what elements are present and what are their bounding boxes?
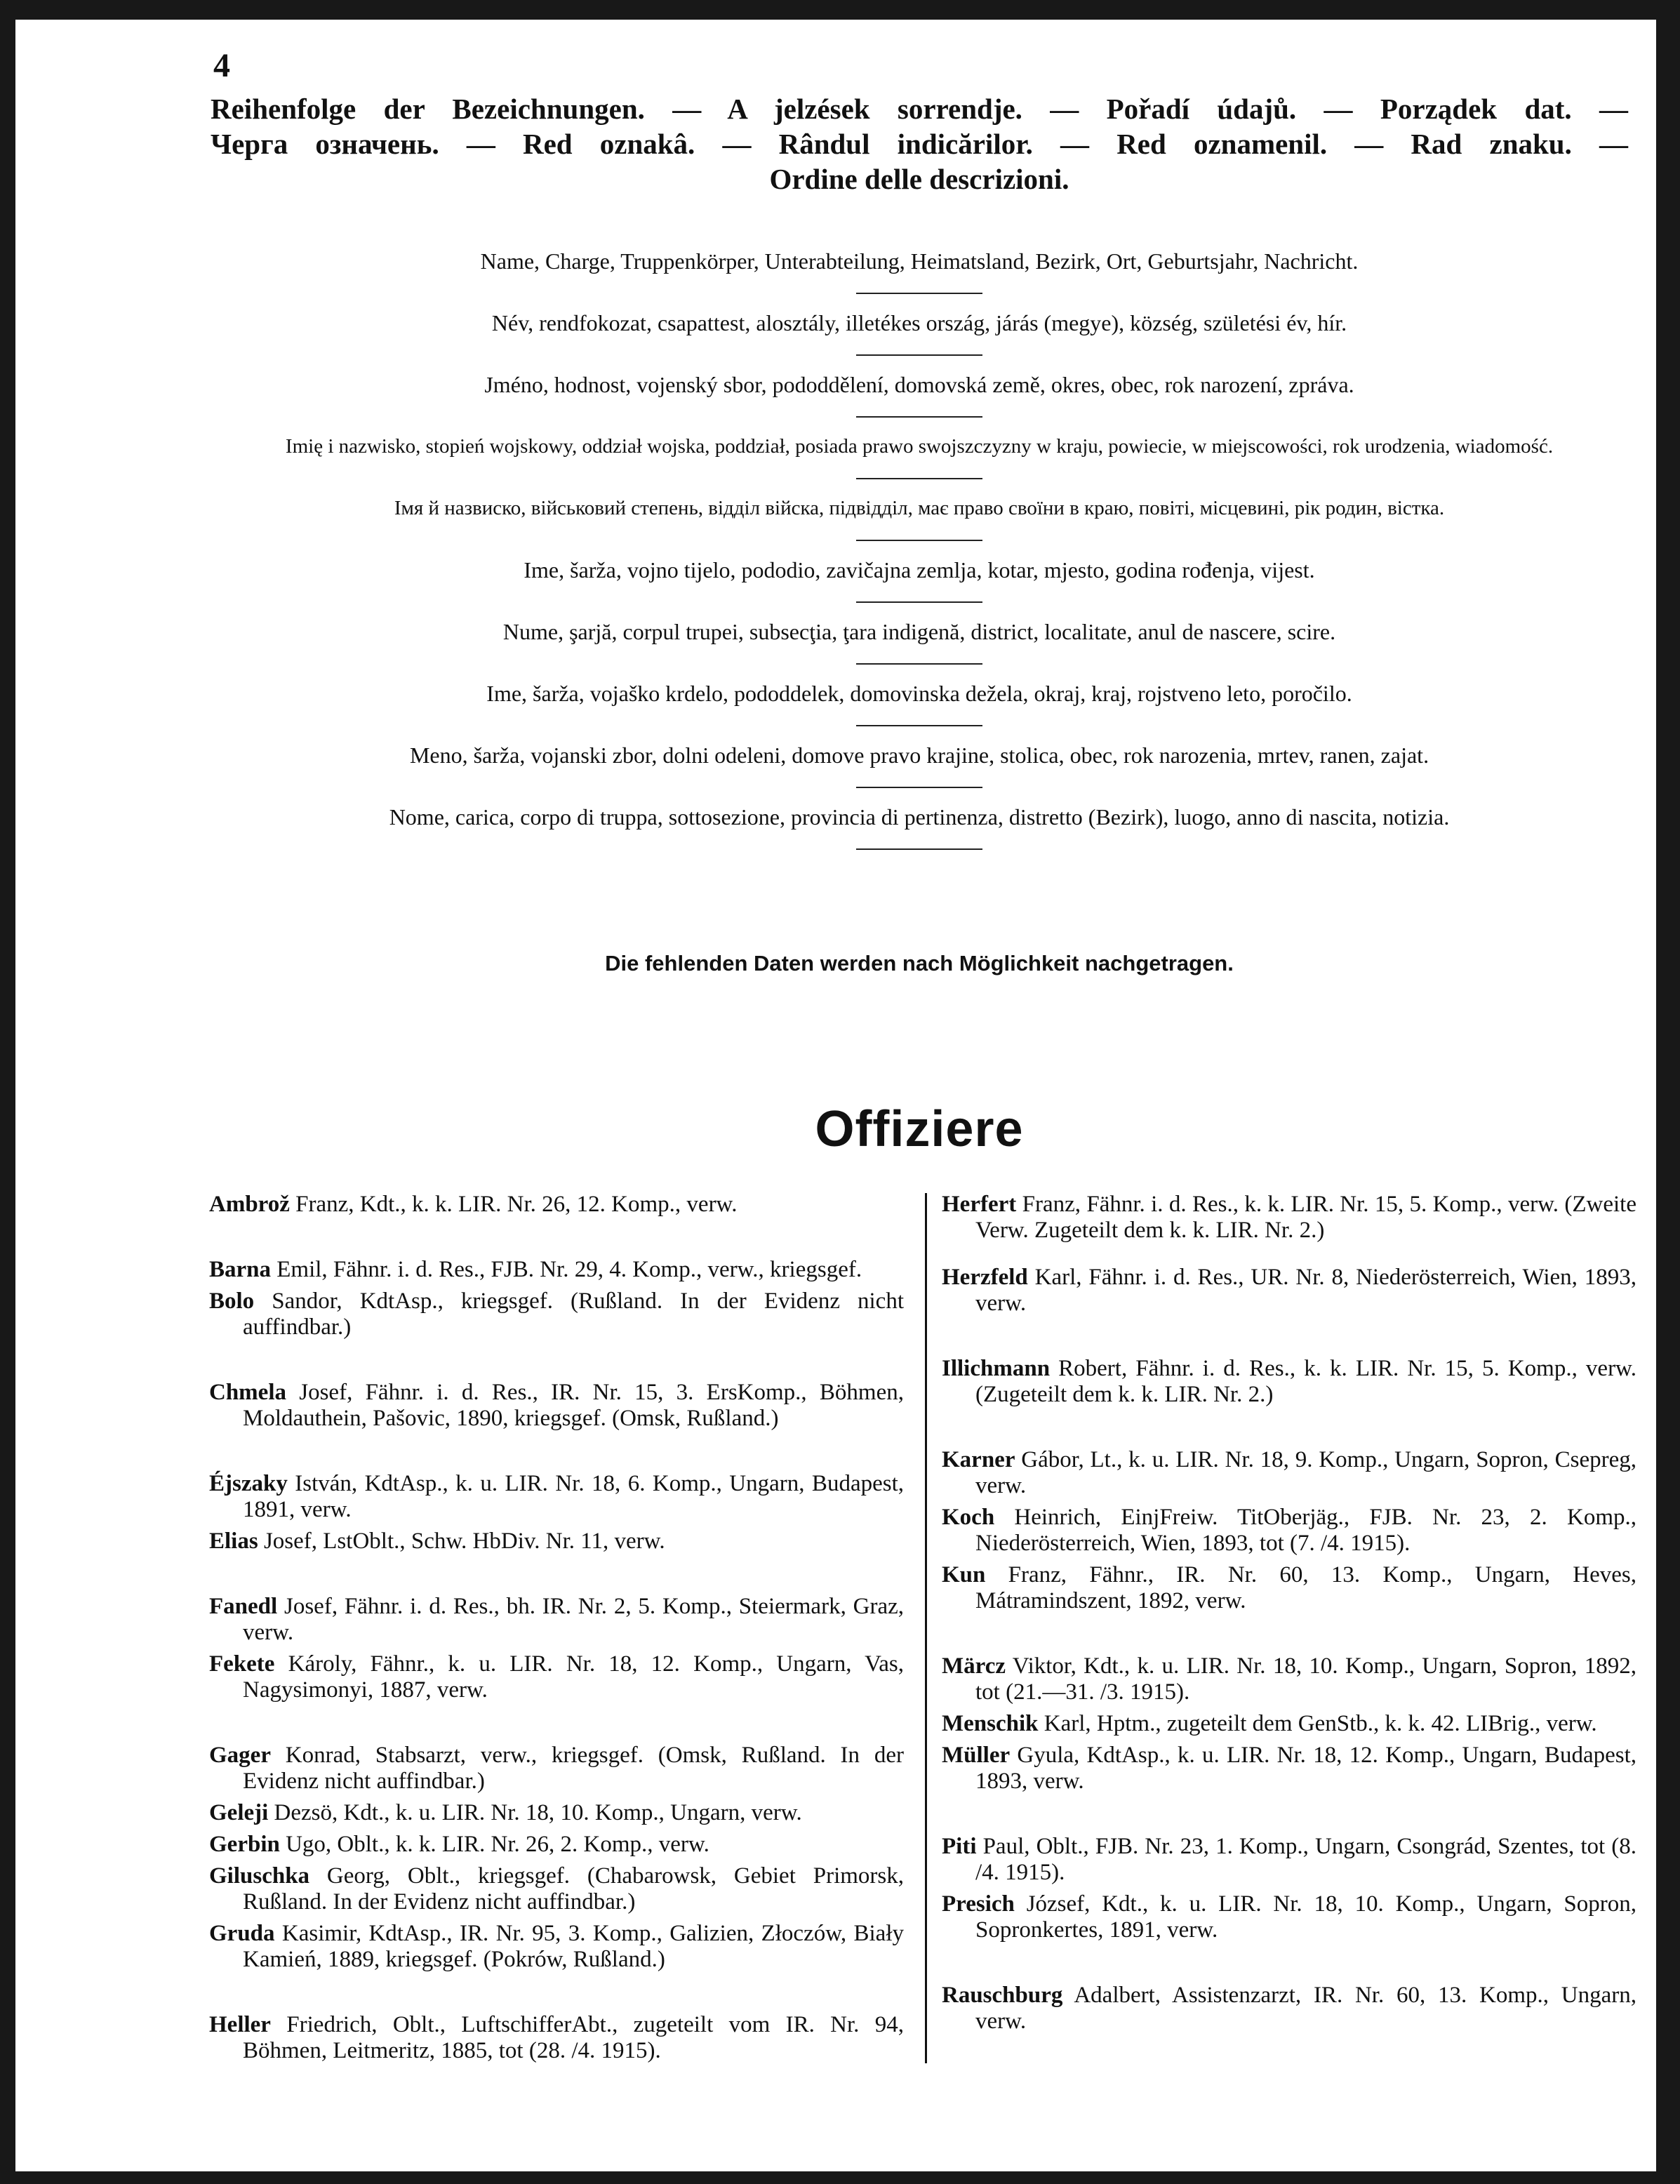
order-heading-line-1: Reihenfolge der Bezeichnungen. — A jelzések sorrendje. — Pořadí údajů. — Porządek dat. — (211, 93, 1628, 125)
officer-details: Franz, Fähnr. i. d. Res., k. k. LIR. Nr. 15, 5. Komp., verw. (Zweite Verw. Zugeteilt dem k. k. LIR. Nr. 2.) (975, 1192, 1636, 1243)
officer-details: Karl, Fähnr. i. d. Res., UR. Nr. 8, Niederösterreich, Wien, 1893, verw. (975, 1265, 1636, 1316)
officer-surname: Fanedl (209, 1594, 278, 1619)
officer-details: Heinrich, EinjFreiw. TitOberjäg., FJB. Nr. 23, 2. Komp., Niederösterreich, Wien, 1893, tot (7. /4. 1915). (975, 1505, 1636, 1556)
officer-details: Franz, Fähnr., IR. Nr. 60, 13. Komp., Ungarn, Heves, Mátramindszent, 1892, verw. (975, 1562, 1636, 1613)
officer-details: Ugo, Oblt., k. k. LIR. Nr. 26, 2. Komp., verw. (279, 1832, 709, 1857)
column-divider (925, 1193, 927, 2063)
officer-entry (942, 1265, 1636, 1317)
officer-surname: Müller (942, 1743, 1011, 1768)
scan-border-left (0, 0, 15, 2184)
entries-right-column (942, 1192, 1636, 2035)
entries-left-column (209, 1192, 904, 2064)
officer-surname: Gager (209, 1743, 271, 1768)
separator (856, 478, 982, 479)
separator (856, 787, 982, 788)
officer-surname: Chmela (209, 1380, 286, 1405)
officer-details: István, KdtAsp., k. u. LIR. Nr. 18, 6. Komp., Ungarn, Budapest, 1891, verw. (243, 1471, 904, 1522)
scan-border-bottom (0, 2171, 1680, 2184)
officer-surname: Giluschka (209, 1863, 310, 1889)
officer-entry (942, 1983, 1636, 2035)
officer-details: Georg, Oblt., kriegsgef. (Chabarowsk, Gebiet Primorsk, Rußland. In der Evidenz nicht auffindbar.) (243, 1863, 904, 1915)
officer-entry (942, 1505, 1636, 1557)
field-order-de: Name, Charge, Truppenkörper, Unterabteilung, Heimatsland, Bezirk, Ort, Geburtsjahr, Nachricht. (480, 248, 1359, 274)
field-order-hr: Ime, šarža, vojno tijelo, pododio, zavičajna zemlja, kotar, mjesto, godina rođenja, vijest. (524, 557, 1315, 582)
officer-entry (942, 1192, 1636, 1244)
officer-surname: Ambrož (209, 1192, 290, 1217)
officer-entry (209, 1863, 904, 1915)
separator (856, 293, 982, 294)
field-order-list (211, 247, 1628, 865)
officer-details: Karl, Hptm., zugeteilt dem GenStb., k. k. 42. LIBrig., verw. (1038, 1711, 1597, 1736)
officer-details: Kasimir, KdtAsp., IR. Nr. 95, 3. Komp., Galizien, Złoczów, Biały Kamień, 1889, kriegsgef. (Pokrów, Rußland.) (243, 1921, 904, 1972)
officer-details: Josef, Fähnr. i. d. Res., IR. Nr. 15, 3. ErsKomp., Böhmen, Moldauthein, Pašovic, 1890, kriegsgef. (Omsk, Rußland.) (243, 1380, 904, 1431)
field-order-uk: Імя й назвиско, військовий степень, відділ війска, підвідділ, має право своїни в краю, повіті, місцевині, рік родин, вістка. (394, 497, 1445, 519)
officer-details: Friedrich, Oblt., LuftschifferAbt., zugeteilt vom IR. Nr. 94, Böhmen, Leitmeritz, 1885, tot (28. /4. 1915). (243, 2012, 904, 2063)
officer-surname: Karner (942, 1447, 1015, 1472)
officer-entry (209, 1192, 904, 1218)
officer-surname: Illichmann (942, 1356, 1051, 1381)
officer-details: Gyula, KdtAsp., k. u. LIR. Nr. 18, 12. Komp., Ungarn, Budapest, 1893, verw. (975, 1743, 1636, 1794)
officer-entry (942, 1891, 1636, 1943)
officer-details: Franz, Kdt., k. k. LIR. Nr. 26, 12. Komp., verw. (289, 1192, 738, 1217)
officer-surname: Elias (209, 1529, 258, 1554)
officer-entry (942, 1356, 1636, 1408)
officer-surname: Rauschburg (942, 1983, 1063, 2008)
officer-details: József, Kdt., k. u. LIR. Nr. 18, 10. Komp., Ungarn, Sopron, Sopronkertes, 1891, verw. (975, 1891, 1636, 1943)
officer-details: Konrad, Stabsarzt, verw., kriegsgef. (Omsk, Rußland. In der Evidenz nicht auffindbar.) (243, 1743, 904, 1794)
officer-entry (209, 1651, 904, 1703)
officer-entry (209, 1380, 904, 1432)
separator (856, 416, 982, 418)
officer-entry (209, 1257, 904, 1283)
officer-entry (942, 1834, 1636, 1886)
order-heading-line-2: Черга означень. — Red oznakâ. — Rândul indicărilor. — Red oznamenil. — Rad znaku. — (211, 128, 1628, 160)
officer-entry (942, 1743, 1636, 1795)
order-heading (211, 91, 1628, 197)
separator (856, 601, 982, 603)
scan-border-top (0, 0, 1680, 20)
field-order-it: Nome, carica, corpo di truppa, sottosezione, provincia di pertinenza, distretto (Bezirk), luogo, anno di nascita, notizia. (389, 804, 1450, 830)
officer-entry (209, 1594, 904, 1646)
separator (856, 663, 982, 665)
missing-data-note: Die fehlenden Daten werden nach Möglichkeit nachgetragen. (605, 951, 1234, 976)
officer-details: Josef, Fähnr. i. d. Res., bh. IR. Nr. 2, 5. Komp., Steiermark, Graz, verw. (243, 1594, 904, 1645)
separator (856, 725, 982, 726)
officer-details: Dezsö, Kdt., k. u. LIR. Nr. 18, 10. Komp., Ungarn, verw. (268, 1800, 802, 1825)
order-heading-line-3: Ordine delle descrizioni. (769, 163, 1069, 195)
officer-details: Viktor, Kdt., k. u. LIR. Nr. 18, 10. Komp., Ungarn, Sopron, 1892, tot (21.—31. /3. 1915). (975, 1653, 1636, 1705)
officer-entry (209, 1832, 904, 1858)
officer-entry (209, 1921, 904, 1973)
officer-surname: Koch (942, 1505, 995, 1530)
officer-entry (942, 1447, 1636, 1499)
officer-details: Sandor, KdtAsp., kriegsgef. (Rußland. In der Evidenz nicht auffindbar.) (243, 1289, 904, 1340)
officer-entry (942, 1562, 1636, 1614)
officer-details: Paul, Oblt., FJB. Nr. 23, 1. Komp., Ungarn, Csongrád, Szentes, tot (8. /4. 1915). (975, 1834, 1636, 1885)
officer-details: Josef, LstOblt., Schw. HbDiv. Nr. 11, verw. (258, 1529, 665, 1554)
officer-surname: Gruda (209, 1921, 275, 1946)
field-order-hu: Név, rendfokozat, csapattest, alosztály, illetékes ország, járás (megye), község, születési év, hír. (491, 310, 1347, 335)
officer-entry (209, 1289, 904, 1340)
officer-entry (209, 1800, 904, 1826)
officer-surname: Geleji (209, 1800, 269, 1825)
officer-entry (942, 1653, 1636, 1705)
field-order-ro: Nume, şarjă, corpul trupei, subsecţia, ţara indigenă, district, localitate, anul de nascere, scire. (502, 619, 1336, 644)
officer-surname: Menschik (942, 1711, 1039, 1736)
officer-surname: Kun (942, 1562, 986, 1587)
officer-details: Adalbert, Assistenzarzt, IR. Nr. 60, 13. Komp., Ungarn, verw. (975, 1983, 1636, 2034)
officer-details: Robert, Fähnr. i. d. Res., k. k. LIR. Nr. 15, 5. Komp., verw. (Zugeteilt dem k. k. LIR. Nr. 2.) (975, 1356, 1636, 1407)
officer-surname: Heller (209, 2012, 271, 2037)
field-order-pl: Imię i nazwisko, stopień wojskowy, oddział wojska, poddział, posiada prawo swojszczyzny w kraju, powiecie, w miejscowości, rok urodzenia, wiadomość. (285, 435, 1554, 458)
officer-surname: Fekete (209, 1651, 275, 1677)
officer-surname: Presich (942, 1891, 1015, 1917)
field-order-cs: Jméno, hodnost, vojenský sbor, pododdělení, domovská země, okres, obec, rok narození, zpráva. (484, 372, 1354, 397)
officer-details: Emil, Fähnr. i. d. Res., FJB. Nr. 29, 4. Komp., verw., kriegsgef. (271, 1257, 862, 1282)
officer-surname: Gerbin (209, 1832, 280, 1857)
officer-surname: Herfert (942, 1192, 1017, 1217)
scan-border-right (1656, 0, 1680, 2184)
officer-entry (209, 1529, 904, 1554)
field-order-sk: Meno, šarža, vojanski zbor, dolni odeleni, domove pravo krajine, stolica, obec, rok narozenia, mrtev, ranen, zajat. (409, 743, 1429, 768)
officer-entry (209, 1743, 904, 1795)
officer-surname: Barna (209, 1257, 272, 1282)
officer-entry (942, 1711, 1636, 1737)
officer-surname: Bolo (209, 1289, 255, 1314)
officer-details: Károly, Fähnr., k. u. LIR. Nr. 18, 12. Komp., Ungarn, Vas, Nagysimonyi, 1887, verw. (243, 1651, 904, 1703)
officer-surname: Märcz (942, 1653, 1006, 1679)
section-title: Offiziere (815, 1101, 1024, 1157)
officer-entry (209, 2012, 904, 2064)
separator (856, 354, 982, 356)
officer-surname: Piti (942, 1834, 977, 1859)
officer-surname: Éjszaky (209, 1471, 288, 1496)
officer-details: Gábor, Lt., k. u. LIR. Nr. 18, 9. Komp., Ungarn, Sopron, Csepreg, verw. (975, 1447, 1636, 1498)
officer-entry (209, 1471, 904, 1523)
field-order-sl: Ime, šarža, vojaško krdelo, pododdelek, domovinska dežela, okraj, kraj, rojstveno leto, poročilo. (486, 681, 1352, 706)
separator (856, 540, 982, 541)
officer-surname: Herzfeld (942, 1265, 1028, 1290)
separator (856, 848, 982, 850)
page-number: 4 (213, 47, 230, 84)
